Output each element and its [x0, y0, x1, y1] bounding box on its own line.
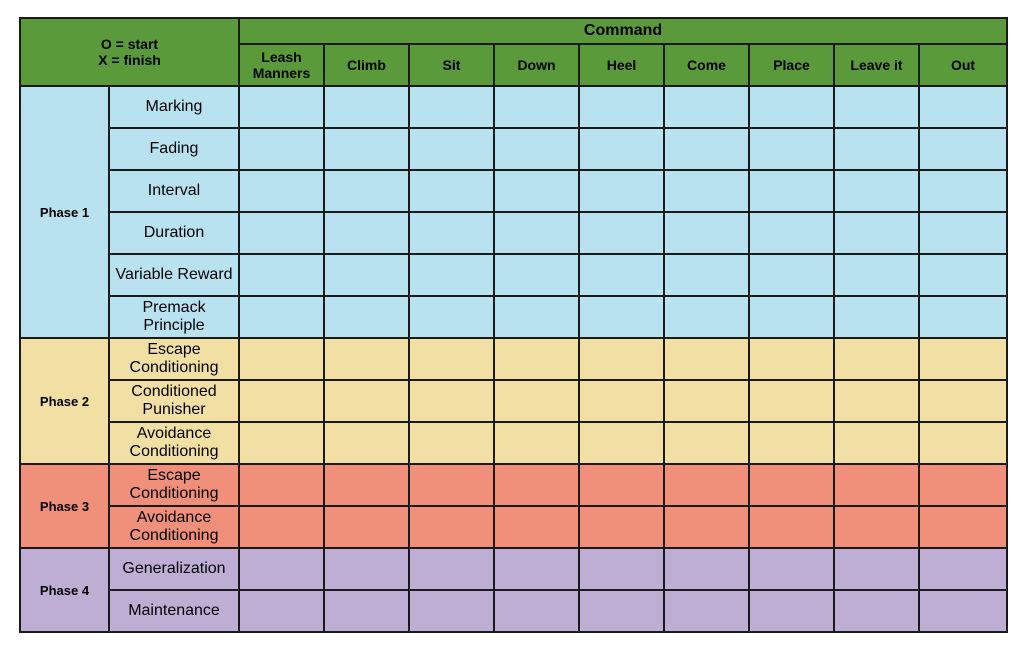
grid-cell[interactable]	[324, 128, 409, 170]
grid-cell[interactable]	[239, 590, 324, 632]
grid-cell[interactable]	[579, 296, 664, 338]
grid-cell[interactable]	[324, 170, 409, 212]
grid-cell[interactable]	[919, 590, 1007, 632]
grid-cell[interactable]	[324, 254, 409, 296]
grid-cell[interactable]	[494, 464, 579, 506]
command-header-cell: Climb	[324, 44, 409, 86]
table-row	[20, 506, 1007, 548]
grid-cell[interactable]	[664, 380, 749, 422]
grid-cell[interactable]	[494, 548, 579, 590]
grid-cell[interactable]	[919, 464, 1007, 506]
grid-cell[interactable]	[749, 464, 834, 506]
grid-cell[interactable]	[664, 254, 749, 296]
grid-cell[interactable]	[664, 590, 749, 632]
grid-cell[interactable]	[239, 338, 324, 380]
grid-cell[interactable]	[494, 86, 579, 128]
table-row	[20, 254, 1007, 296]
grid-cell[interactable]	[834, 170, 919, 212]
grid-body	[20, 86, 1007, 632]
command-header-cell: Out	[919, 44, 1007, 86]
table-row	[20, 338, 1007, 380]
grid-cell[interactable]	[919, 170, 1007, 212]
command-header-cell: Leave it	[834, 44, 919, 86]
grid-cell[interactable]	[579, 86, 664, 128]
grid-cell[interactable]	[664, 422, 749, 464]
table-row	[20, 464, 1007, 506]
grid-cell[interactable]	[324, 506, 409, 548]
grid-cell[interactable]	[324, 338, 409, 380]
table-row	[20, 548, 1007, 590]
grid-cell[interactable]	[579, 464, 664, 506]
grid-cell[interactable]	[919, 254, 1007, 296]
table-row	[20, 422, 1007, 464]
grid-cell[interactable]	[834, 380, 919, 422]
grid-cell[interactable]	[919, 296, 1007, 338]
grid-cell[interactable]	[324, 86, 409, 128]
table-row	[20, 86, 1007, 128]
legend-finish: X = finish	[98, 52, 161, 68]
grid-cell[interactable]	[409, 296, 494, 338]
grid-cell[interactable]	[579, 380, 664, 422]
technique-label: Escape Conditioning	[109, 464, 239, 506]
grid-cell[interactable]	[834, 128, 919, 170]
command-header-cell: Place	[749, 44, 834, 86]
grid-cell[interactable]	[494, 338, 579, 380]
grid-cell[interactable]	[324, 548, 409, 590]
grid-cell[interactable]	[749, 128, 834, 170]
technique-label: Avoidance Conditioning	[109, 422, 239, 464]
grid-cell[interactable]	[664, 170, 749, 212]
technique-label: Interval	[109, 170, 239, 212]
grid-cell[interactable]	[749, 86, 834, 128]
grid-cell[interactable]	[239, 422, 324, 464]
technique-label: Fading	[109, 128, 239, 170]
grid-cell[interactable]	[919, 422, 1007, 464]
grid-cell[interactable]	[834, 86, 919, 128]
grid-cell[interactable]	[409, 338, 494, 380]
grid-cell[interactable]	[409, 86, 494, 128]
grid-cell[interactable]	[494, 128, 579, 170]
grid-cell[interactable]	[239, 212, 324, 254]
grid-cell[interactable]	[324, 380, 409, 422]
grid-cell[interactable]	[324, 422, 409, 464]
table-row	[20, 170, 1007, 212]
technique-label: Variable Reward	[109, 254, 239, 296]
phase-label: Phase 4	[20, 548, 109, 632]
grid-cell[interactable]	[834, 464, 919, 506]
grid-cell[interactable]	[409, 548, 494, 590]
table-row	[20, 212, 1007, 254]
grid-cell[interactable]	[834, 548, 919, 590]
grid-cell[interactable]	[919, 338, 1007, 380]
grid-cell[interactable]	[239, 128, 324, 170]
grid-cell[interactable]	[749, 422, 834, 464]
grid-cell[interactable]	[919, 128, 1007, 170]
technique-label: Maintenance	[109, 590, 239, 632]
grid-cell[interactable]	[579, 338, 664, 380]
grid-cell[interactable]	[409, 590, 494, 632]
grid-cell[interactable]	[239, 464, 324, 506]
grid-cell[interactable]	[579, 128, 664, 170]
command-header-cell: Sit	[409, 44, 494, 86]
grid-cell[interactable]	[749, 506, 834, 548]
command-header-cell: Leash Manners	[239, 44, 324, 86]
grid-cell[interactable]	[239, 170, 324, 212]
grid-cell[interactable]	[919, 380, 1007, 422]
technique-label: Marking	[109, 86, 239, 128]
grid-cell[interactable]	[409, 506, 494, 548]
grid-cell[interactable]	[494, 170, 579, 212]
command-header: Command	[239, 18, 1007, 44]
grid-cell[interactable]	[579, 254, 664, 296]
grid-cell[interactable]	[494, 254, 579, 296]
grid-cell[interactable]	[919, 212, 1007, 254]
technique-label: Conditioned Punisher	[109, 380, 239, 422]
grid-cell[interactable]	[239, 506, 324, 548]
grid-cell[interactable]	[494, 212, 579, 254]
grid-cell[interactable]	[409, 464, 494, 506]
grid-cell[interactable]	[579, 548, 664, 590]
grid-cell[interactable]	[409, 422, 494, 464]
phase-label: Phase 1	[20, 86, 109, 338]
grid-cell[interactable]	[324, 212, 409, 254]
table-row	[20, 296, 1007, 338]
grid-cell[interactable]	[834, 254, 919, 296]
grid-cell[interactable]	[664, 212, 749, 254]
phase-label: Phase 3	[20, 464, 109, 548]
grid-cell[interactable]	[494, 506, 579, 548]
grid-cell[interactable]	[664, 548, 749, 590]
grid-cell[interactable]	[494, 590, 579, 632]
grid-cell[interactable]	[239, 548, 324, 590]
command-header-cell: Heel	[579, 44, 664, 86]
grid-cell[interactable]	[919, 548, 1007, 590]
grid-cell[interactable]	[579, 506, 664, 548]
legend-cell	[20, 18, 239, 86]
grid-cell[interactable]	[324, 590, 409, 632]
grid-cell[interactable]	[664, 464, 749, 506]
grid-cell[interactable]	[664, 128, 749, 170]
grid-cell[interactable]	[579, 212, 664, 254]
grid-cell[interactable]	[579, 170, 664, 212]
grid-cell[interactable]	[324, 464, 409, 506]
command-header-cell: Down	[494, 44, 579, 86]
grid-cell[interactable]	[664, 86, 749, 128]
technique-label: Escape Conditioning	[109, 338, 239, 380]
table-row	[20, 128, 1007, 170]
technique-label: Generalization	[109, 548, 239, 590]
grid-cell[interactable]	[239, 380, 324, 422]
legend-start: O = start	[100, 36, 159, 52]
grid-cell[interactable]	[749, 548, 834, 590]
technique-label: Avoidance Conditioning	[109, 506, 239, 548]
grid-cell[interactable]	[324, 296, 409, 338]
grid-cell[interactable]	[834, 338, 919, 380]
grid-cell[interactable]	[919, 86, 1007, 128]
grid-cell[interactable]	[239, 254, 324, 296]
grid-cell[interactable]	[239, 296, 324, 338]
grid-cell[interactable]	[749, 212, 834, 254]
grid-cell[interactable]	[239, 86, 324, 128]
grid-cell[interactable]	[579, 590, 664, 632]
grid-cell[interactable]	[409, 128, 494, 170]
grid-cell[interactable]	[409, 380, 494, 422]
grid-cell[interactable]	[664, 296, 749, 338]
grid-cell[interactable]	[409, 212, 494, 254]
grid-cell[interactable]	[834, 296, 919, 338]
grid-cell[interactable]	[749, 380, 834, 422]
grid-cell[interactable]	[834, 590, 919, 632]
command-header-cell: Come	[664, 44, 749, 86]
grid-cell[interactable]	[664, 338, 749, 380]
grid-cell[interactable]	[749, 254, 834, 296]
grid-cell[interactable]	[579, 422, 664, 464]
grid-cell[interactable]	[749, 170, 834, 212]
grid-cell[interactable]	[494, 380, 579, 422]
grid-cell[interactable]	[834, 212, 919, 254]
table-row	[20, 380, 1007, 422]
grid-cell[interactable]	[834, 422, 919, 464]
grid-cell[interactable]	[749, 338, 834, 380]
grid-cell[interactable]	[919, 506, 1007, 548]
grid-cell[interactable]	[409, 254, 494, 296]
technique-label: Premack Principle	[109, 296, 239, 338]
grid-cell[interactable]	[664, 506, 749, 548]
grid-cell[interactable]	[494, 296, 579, 338]
technique-label: Duration	[109, 212, 239, 254]
grid-cell[interactable]	[749, 296, 834, 338]
training-grid-table	[19, 17, 1008, 633]
table-row	[20, 590, 1007, 632]
phase-label: Phase 2	[20, 338, 109, 464]
grid-cell[interactable]	[494, 422, 579, 464]
grid-cell[interactable]	[409, 170, 494, 212]
grid-cell[interactable]	[834, 506, 919, 548]
grid-cell[interactable]	[749, 590, 834, 632]
